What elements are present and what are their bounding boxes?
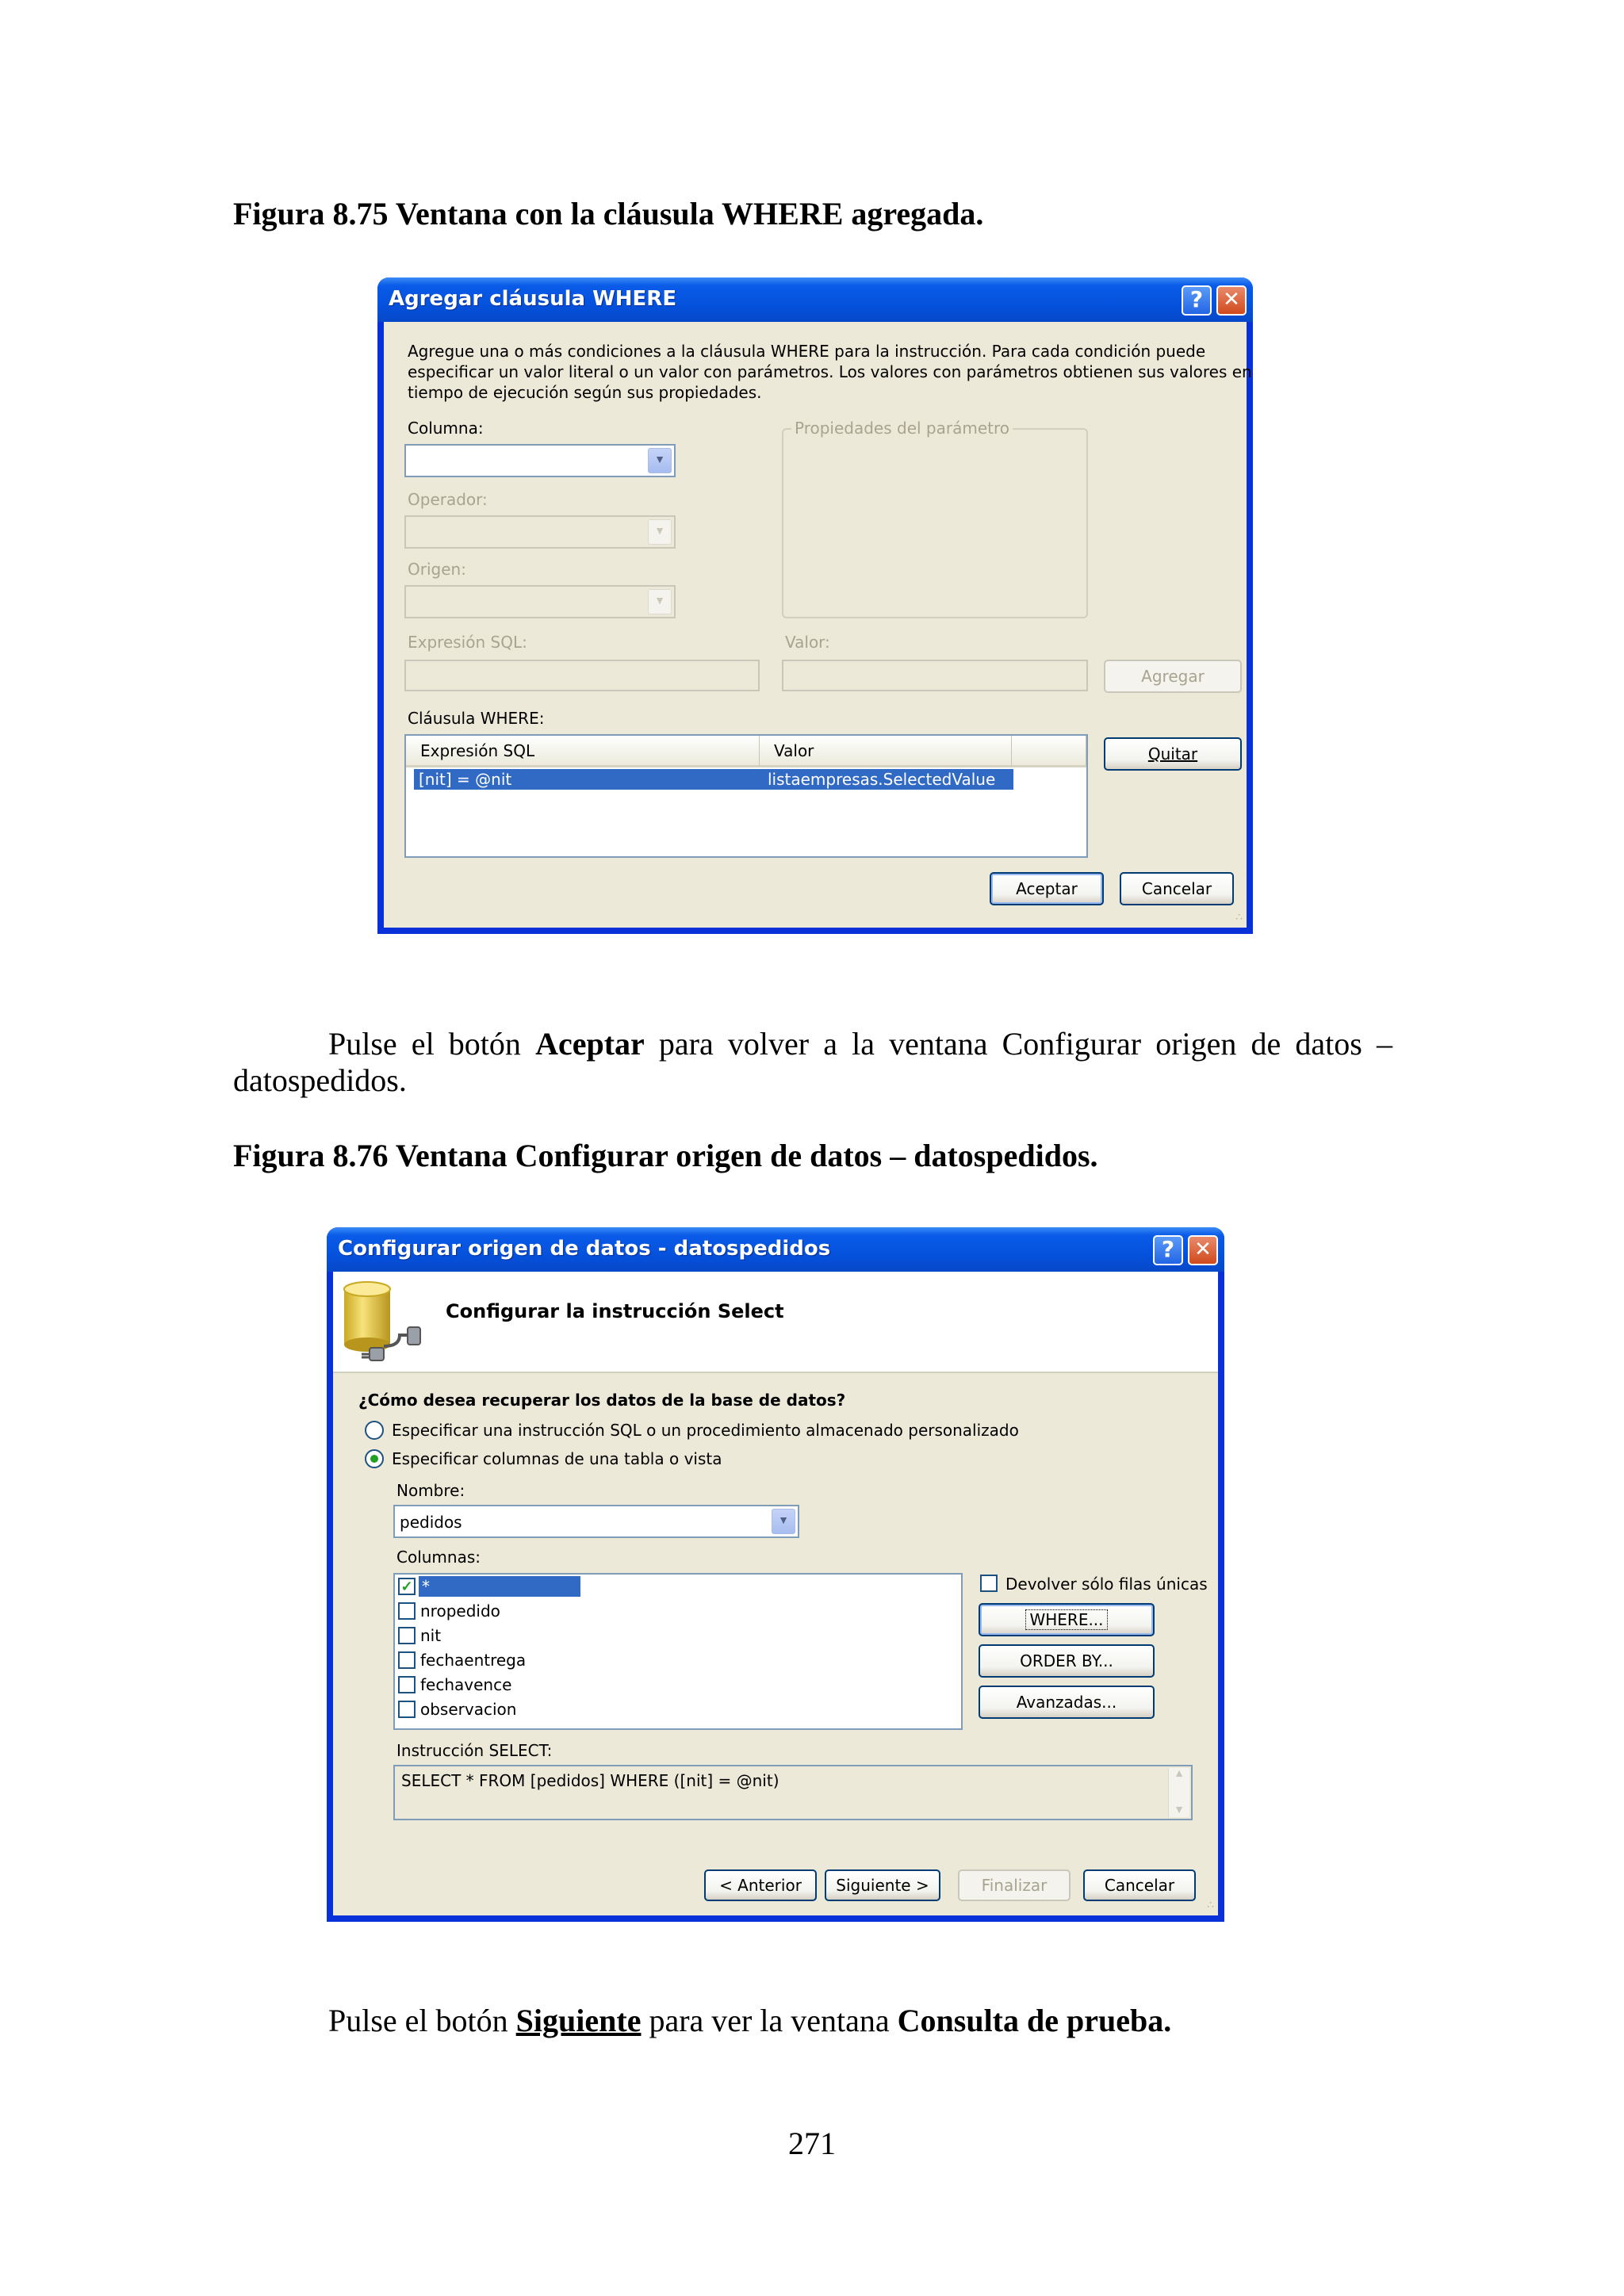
dialog-description bbox=[408, 341, 1252, 403]
paragraph-text: para ver la ventana bbox=[641, 2003, 898, 2038]
paragraph-bold-underlined: Siguiente bbox=[515, 2003, 642, 2038]
avanzadas-button[interactable]: Avanzadas... bbox=[979, 1686, 1155, 1719]
columns-list[interactable] bbox=[393, 1573, 963, 1730]
list-item-valor: listaempresas.SelectedValue bbox=[768, 770, 996, 789]
paragraph-text: datospedidos. bbox=[233, 1062, 407, 1098]
column-header-expresion[interactable]: Expresión SQL bbox=[406, 736, 760, 767]
question-label: ¿Cómo desea recuperar los datos de la base de datos? bbox=[358, 1391, 846, 1410]
column-item[interactable]: fechavence bbox=[420, 1675, 512, 1694]
column-item[interactable]: nit bbox=[420, 1626, 442, 1645]
wizard-header bbox=[333, 1272, 1218, 1373]
window-title: Agregar cláusula WHERE bbox=[389, 287, 677, 311]
siguiente-button[interactable]: Siguiente > bbox=[825, 1869, 940, 1901]
dialog-body bbox=[384, 322, 1252, 928]
title-bar bbox=[327, 1227, 1224, 1272]
columna-dropdown[interactable] bbox=[404, 444, 676, 477]
description-line: Agregue una o más condiciones a la cláusula WHERE para la instrucción. Para cada condición puede bbox=[408, 342, 1206, 361]
where-button[interactable] bbox=[979, 1603, 1155, 1636]
radio-custom-sql-label[interactable]: Especificar una instrucción SQL o un procedimiento almacenado personalizado bbox=[392, 1421, 1019, 1440]
cancelar-button[interactable]: Cancelar bbox=[1083, 1869, 1196, 1901]
description-line: especificar un valor literal o un valor con parámetros. Los valores con parámetros obtienen sus valores en bbox=[408, 362, 1252, 381]
select-statement-text: SELECT * FROM [pedidos] WHERE ([nit] = @nit) bbox=[401, 1771, 779, 1790]
clausula-where-label: Cláusula WHERE: bbox=[408, 709, 545, 728]
scroll-up-icon[interactable]: ▲ bbox=[1174, 1768, 1185, 1780]
paragraph-text: Pulse el botón bbox=[328, 2003, 516, 2038]
column-checkbox[interactable] bbox=[398, 1651, 416, 1669]
aceptar-button[interactable]: Aceptar bbox=[990, 872, 1104, 905]
origen-dropdown[interactable] bbox=[404, 585, 676, 618]
chevron-down-icon: ▼ bbox=[772, 1509, 795, 1534]
column-item[interactable]: nropedido bbox=[420, 1601, 500, 1621]
nombre-value: pedidos bbox=[400, 1513, 462, 1532]
chevron-down-icon: ▼ bbox=[648, 519, 672, 545]
scrollbar[interactable] bbox=[1168, 1768, 1189, 1817]
paragraph-bold: Consulta de prueba. bbox=[897, 2003, 1172, 2038]
cancelar-button[interactable]: Cancelar bbox=[1120, 872, 1234, 905]
paragraph-text: Pulse el botón bbox=[328, 1026, 536, 1062]
where-dialog bbox=[377, 277, 1253, 934]
radio-table-columns-label[interactable]: Especificar columnas de una tabla o vista bbox=[392, 1449, 722, 1468]
paragraph-bold: Aceptar bbox=[535, 1026, 645, 1062]
parameter-properties-group bbox=[782, 419, 1088, 618]
chevron-down-icon: ▼ bbox=[648, 448, 672, 473]
quitar-button[interactable] bbox=[1104, 737, 1242, 771]
operador-label: Operador: bbox=[408, 490, 488, 509]
dialog-body bbox=[333, 1272, 1218, 1915]
description-line: tiempo de ejecución según sus propiedades. bbox=[408, 383, 762, 402]
radio-table-columns[interactable] bbox=[365, 1449, 384, 1468]
unique-rows-checkbox[interactable] bbox=[980, 1575, 998, 1592]
valor-label: Valor: bbox=[785, 633, 830, 652]
column-checkbox[interactable] bbox=[398, 1676, 416, 1693]
expresion-sql-input[interactable] bbox=[404, 660, 760, 691]
column-checkbox[interactable] bbox=[398, 1627, 416, 1644]
nombre-dropdown[interactable] bbox=[393, 1505, 799, 1538]
figure-caption: Figura 8.75 Ventana con la cláusula WHERE agregada. bbox=[233, 196, 984, 232]
column-checkbox[interactable] bbox=[398, 1602, 416, 1620]
anterior-button[interactable]: < Anterior bbox=[704, 1869, 817, 1901]
scroll-down-icon[interactable]: ▼ bbox=[1174, 1804, 1185, 1816]
select-statement-box[interactable] bbox=[393, 1765, 1193, 1820]
operador-dropdown[interactable] bbox=[404, 515, 676, 549]
list-item-expr: [nit] = @nit bbox=[419, 770, 512, 789]
instruction-paragraph bbox=[328, 2003, 1171, 2039]
title-bar bbox=[377, 277, 1253, 322]
unique-rows-label[interactable]: Devolver sólo filas únicas bbox=[1005, 1575, 1208, 1594]
select-statement-label: Instrucción SELECT: bbox=[396, 1741, 553, 1760]
group-legend: Propiedades del parámetro bbox=[791, 419, 1013, 438]
where-button-label: WHERE... bbox=[1025, 1609, 1107, 1630]
chevron-down-icon: ▼ bbox=[648, 589, 672, 614]
close-icon[interactable]: ✕ bbox=[1216, 285, 1247, 316]
column-item[interactable]: * bbox=[419, 1576, 580, 1597]
nombre-label: Nombre: bbox=[396, 1481, 465, 1500]
where-clause-list[interactable] bbox=[404, 734, 1088, 858]
order-by-button[interactable]: ORDER BY... bbox=[979, 1644, 1155, 1678]
column-checkbox[interactable] bbox=[398, 1701, 416, 1718]
column-checkbox[interactable]: ✓ bbox=[398, 1578, 416, 1595]
quitar-label: Quitar bbox=[1147, 744, 1198, 763]
help-icon[interactable]: ? bbox=[1182, 285, 1212, 316]
columnas-label: Columnas: bbox=[396, 1548, 481, 1567]
close-icon[interactable]: ✕ bbox=[1188, 1235, 1218, 1265]
radio-custom-sql[interactable] bbox=[365, 1421, 384, 1440]
window-title: Configurar origen de datos - datospedidos bbox=[338, 1237, 831, 1261]
finalizar-button[interactable]: Finalizar bbox=[958, 1869, 1071, 1901]
configure-datasource-dialog bbox=[327, 1227, 1224, 1922]
resize-grip-icon[interactable]: ∴ bbox=[1235, 912, 1243, 924]
page-number: 271 bbox=[788, 2126, 836, 2161]
column-item[interactable]: fechaentrega bbox=[420, 1651, 527, 1670]
columna-label: Columna: bbox=[408, 419, 484, 438]
valor-input[interactable] bbox=[782, 660, 1088, 691]
origen-label: Origen: bbox=[408, 560, 466, 579]
instruction-paragraph bbox=[233, 1026, 1392, 1099]
resize-grip-icon[interactable]: ∴ bbox=[1207, 1900, 1215, 1911]
column-item[interactable]: observacion bbox=[420, 1700, 517, 1719]
column-header-filler bbox=[1012, 736, 1086, 767]
agregar-button[interactable]: Agregar bbox=[1104, 660, 1242, 693]
paragraph-text: para volver a la ventana Configurar origen de datos – bbox=[644, 1026, 1392, 1062]
wizard-step-title: Configurar la instrucción Select bbox=[446, 1300, 784, 1322]
help-icon[interactable]: ? bbox=[1153, 1235, 1183, 1265]
figure-caption: Figura 8.76 Ventana Configurar origen de datos – datospedidos. bbox=[233, 1138, 1098, 1173]
database-icon bbox=[338, 1278, 433, 1368]
column-header-valor[interactable]: Valor bbox=[760, 736, 1012, 767]
expresion-sql-label: Expresión SQL: bbox=[408, 633, 527, 652]
list-item[interactable] bbox=[414, 769, 1013, 790]
